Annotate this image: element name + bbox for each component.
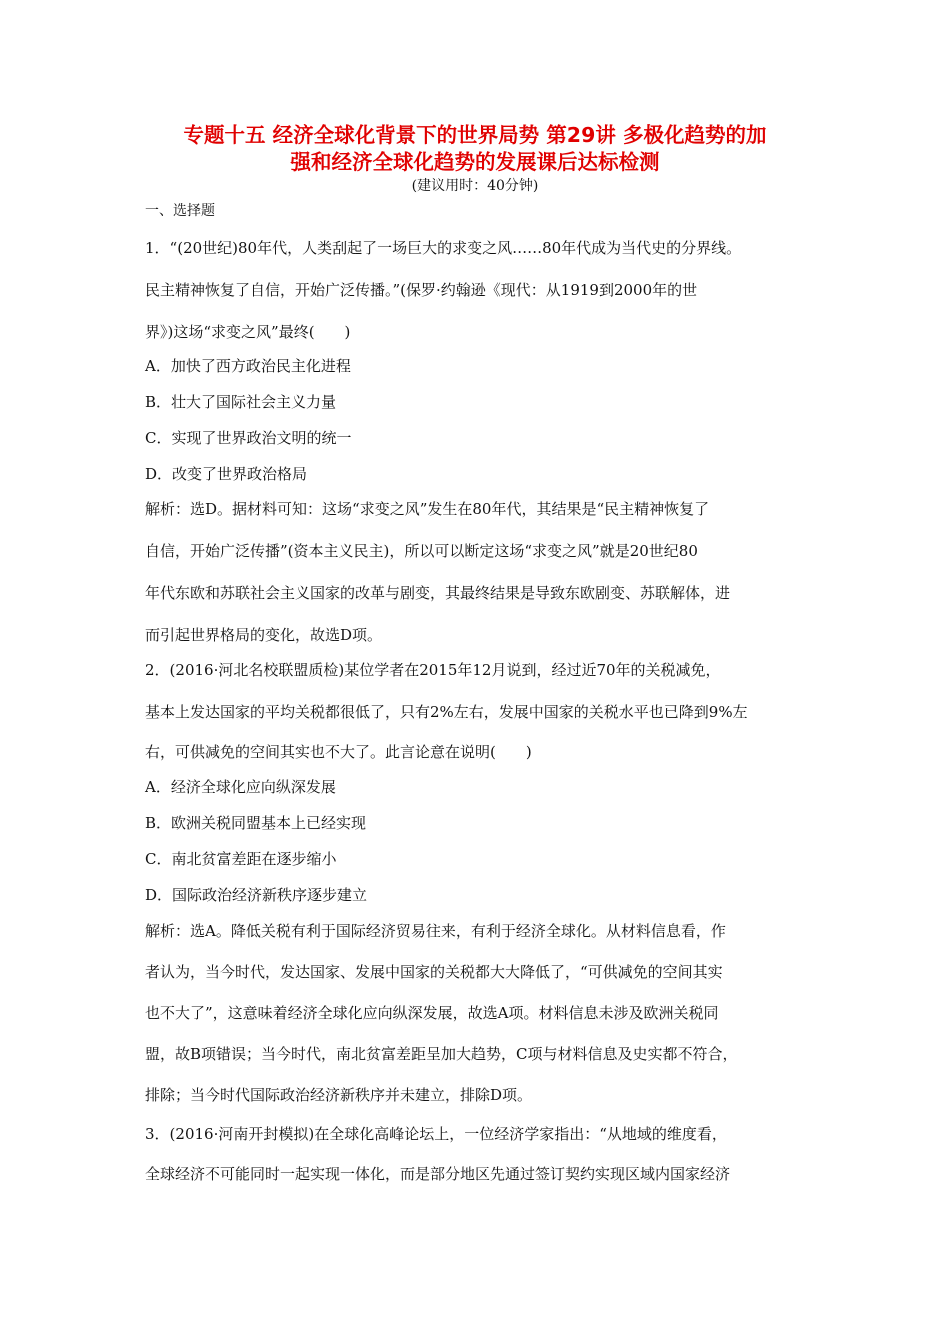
q1-analysis-line-3: 年代东欧和苏联社会主义国家的改革与剧变，其最终结果是导致东欧剧变、苏联解体，进 <box>145 584 731 602</box>
q3-stem-line-1: 3．(2016·河南开封模拟)在全球化高峰论坛上，一位经济学家指出：“从地域的维度看， <box>145 1125 727 1143</box>
q2-stem-line-1: 2．(2016·河北名校联盟质检)某位学者在2015年12月说到，经过近70年的关税减免， <box>145 661 721 679</box>
q2-option-a: A．经济全球化应向纵深发展 <box>145 778 336 796</box>
q1-stem-line-1: 1．“(20世纪)80年代，人类刮起了一场巨大的求变之风……80年代成为当代史的分界线。 <box>145 239 742 257</box>
q1-option-c: C．实现了世界政治文明的统一 <box>145 429 352 447</box>
suggested-time-note: (建议用时：40分钟) <box>411 178 539 194</box>
q1-option-a: A．加快了西方政治民主化进程 <box>145 357 351 375</box>
q2-option-c: C．南北贫富差距在逐步缩小 <box>145 850 337 868</box>
document-title-line-1: 专题十五 经济全球化背景下的世界局势 第29讲 多极化趋势的加 <box>183 123 767 147</box>
q3-stem-line-2: 全球经济不可能同时一起实现一体化，而是部分地区先通过签订契约实现区域内国家经济 <box>145 1165 731 1183</box>
q1-stem-line-3: 界》)这场“求变之风”最终( ) <box>145 323 351 341</box>
q1-analysis-line-4: 而引起世界格局的变化，故选D项。 <box>145 626 383 644</box>
q1-analysis-line-2: 自信，开始广泛传播”(资本主义民主)，所以可以断定这场“求变之风”就是20世纪80 <box>145 542 698 560</box>
q2-analysis-line-4: 盟，故B项错误；当今时代，南北贫富差距呈加大趋势，C项与材料信息及史实都不符合， <box>145 1045 738 1063</box>
q1-option-b: B．壮大了国际社会主义力量 <box>145 393 337 411</box>
q2-stem-line-3: 右，可供减免的空间其实也不大了。此言论意在说明( ) <box>145 743 532 761</box>
q1-analysis-line-1: 解析：选D。据材料可知：这场“求变之风”发生在80年代，其结果是“民主精神恢复了 <box>145 500 710 518</box>
section-heading: 一、选择题 <box>145 203 215 219</box>
q2-option-d: D．国际政治经济新秩序逐步建立 <box>145 886 368 904</box>
q2-analysis-line-5: 排除；当今时代国际政治经济新秩序并未建立，排除D项。 <box>145 1086 533 1104</box>
q2-option-b: B．欧洲关税同盟基本上已经实现 <box>145 814 367 832</box>
document-title-line-2: 强和经济全球化趋势的发展课后达标检测 <box>290 150 660 174</box>
q1-stem-line-2: 民主精神恢复了自信，开始广泛传播。”(保罗·约翰逊《现代：从1919到2000年的世 <box>145 281 698 299</box>
q2-analysis-line-1: 解析：选A。降低关税有利于国际经济贸易往来，有利于经济全球化。从材料信息看，作 <box>145 922 726 940</box>
q2-analysis-line-3: 也不大了”，这意味着经济全球化应向纵深发展，故选A项。材料信息未涉及欧洲关税同 <box>145 1004 719 1022</box>
q2-stem-line-2: 基本上发达国家的平均关税都很低了，只有2%左右，发展中国家的关税水平也已降到9%左 <box>145 703 748 721</box>
q1-option-d: D．改变了世界政治格局 <box>145 465 308 483</box>
q2-analysis-line-2: 者认为，当今时代，发达国家、发展中国家的关税都大大降低了，“可供减免的空间其实 <box>145 963 723 981</box>
